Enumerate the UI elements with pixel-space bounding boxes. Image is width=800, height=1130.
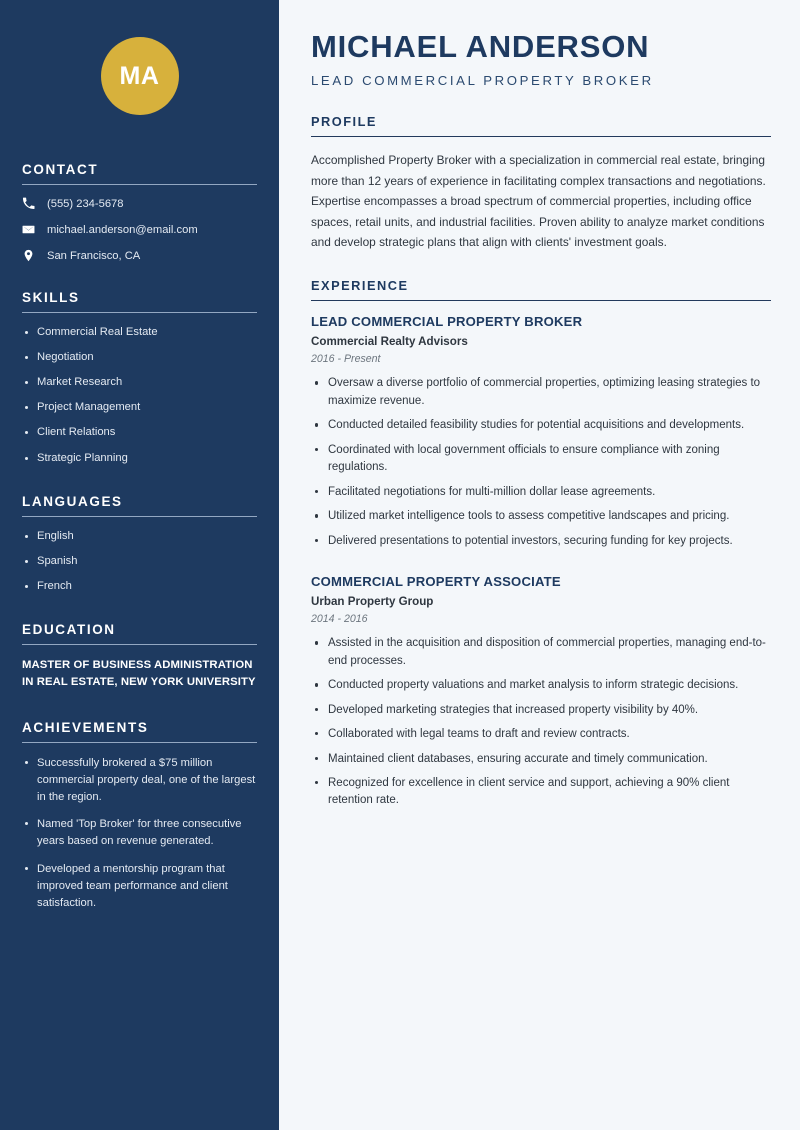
list-item: Strategic Planning (22, 451, 257, 466)
contact-row-phone[interactable] (22, 197, 257, 210)
list-item: Successfully brokered a $75 million commercial property deal, one of the largest in the region. (22, 755, 257, 805)
list-item: Conducted detailed feasibility studies for potential acquisitions and developments. (311, 417, 771, 434)
experience-divider (311, 300, 771, 301)
skills-heading: SKILLS (22, 290, 80, 305)
list-item: Conducted property valuations and market analysis to inform strategic decisions. (311, 677, 771, 694)
sidebar-section-languages (22, 494, 257, 594)
list-item: Spanish (22, 554, 257, 569)
list-item: Client Relations (22, 425, 257, 440)
sidebar-section-achievements (22, 720, 257, 911)
contact-row-email[interactable] (22, 223, 257, 236)
envelope-icon (22, 223, 35, 236)
contact-heading: CONTACT (22, 162, 99, 177)
section-profile (311, 114, 771, 252)
list-item: Facilitated negotiations for multi-million dollar lease agreements. (311, 484, 771, 501)
profile-text: Accomplished Property Broker with a specialization in commercial real estate, bringing more than 12 years of experience in facilitating complex transactions and negotiations. Expertise encompasses a broad spectrum of commercial properties, including office spaces, retail units, and industrial facilities. Proven ability to analyze market conditions and develop strategic plans that align with clients' investment goals. (311, 153, 766, 249)
list-item: Negotiation (22, 350, 257, 365)
job-role: COMMERCIAL PROPERTY ASSOCIATE (311, 574, 561, 590)
job-dates: 2016 - Present (311, 353, 381, 366)
achievements-heading: ACHIEVEMENTS (22, 719, 149, 735)
list-item: Collaborated with legal teams to draft and review contracts. (311, 726, 771, 743)
sidebar (0, 0, 279, 1130)
sidebar-section-education (22, 622, 257, 692)
list-item: Commercial Real Estate (22, 325, 257, 340)
education-entry: MASTER OF BUSINESS ADMINISTRATION IN REAL ESTATE, NEW YORK UNIVERSITY (22, 658, 256, 689)
education-divider (22, 644, 257, 645)
list-item: Maintained client databases, ensuring accurate and timely communication. (311, 751, 771, 768)
headline-job-title: LEAD COMMERCIAL PROPERTY BROKER (311, 73, 654, 89)
list-item: Developed a mentorship program that improved team performance and client satisfaction. (22, 861, 257, 911)
contact-location-value: San Francisco, CA (47, 249, 141, 262)
list-item: Named 'Top Broker' for three consecutive years based on revenue generated. (22, 816, 257, 850)
list-item: Oversaw a diverse portfolio of commercial properties, optimizing leasing strategies to maximize revenue. (311, 375, 771, 410)
skills-list (22, 325, 257, 466)
list-item: Project Management (22, 400, 257, 415)
experience-entry (311, 314, 771, 550)
list-item: Recognized for excellence in client service and support, achieving a 90% client retention rate. (311, 775, 771, 810)
job-bullets (311, 635, 771, 810)
job-role: LEAD COMMERCIAL PROPERTY BROKER (311, 314, 583, 330)
job-company: Urban Property Group (311, 595, 434, 609)
experience-entry (311, 574, 771, 810)
list-item: Market Research (22, 375, 257, 390)
contact-phone-value: (555) 234-5678 (47, 197, 124, 210)
contact-row-location[interactable] (22, 249, 257, 262)
job-bullets (311, 375, 771, 550)
sidebar-section-skills (22, 290, 257, 466)
avatar-wrap (22, 0, 257, 115)
languages-heading: LANGUAGES (22, 493, 123, 509)
job-company: Commercial Realty Advisors (311, 335, 468, 349)
location-pin-icon (22, 249, 35, 262)
avatar: MA (101, 37, 179, 115)
languages-list (22, 529, 257, 594)
achievements-divider (22, 742, 257, 743)
education-heading: EDUCATION (22, 621, 116, 637)
section-experience (311, 278, 771, 810)
list-item: Utilized market intelligence tools to assess competitive landscapes and pricing. (311, 508, 771, 525)
job-dates: 2014 - 2016 (311, 613, 368, 626)
sidebar-section-contact (22, 162, 257, 262)
list-item: Coordinated with local government officials to ensure compliance with zoning regulations. (311, 442, 771, 477)
contact-email-value: michael.anderson@email.com (47, 223, 198, 236)
profile-heading: PROFILE (311, 114, 377, 130)
profile-divider (311, 136, 771, 137)
contact-divider (22, 184, 257, 185)
list-item: Delivered presentations to potential investors, securing funding for key projects. (311, 533, 771, 550)
phone-icon (22, 197, 35, 210)
list-item: English (22, 529, 257, 544)
main-column (279, 0, 800, 1130)
skills-divider (22, 312, 257, 313)
experience-heading: EXPERIENCE (311, 278, 409, 294)
page-title: MICHAEL ANDERSON (311, 29, 650, 64)
list-item: French (22, 579, 257, 594)
list-item: Assisted in the acquisition and disposition of commercial properties, managing end-to-end processes. (311, 635, 771, 670)
achievements-list (22, 755, 257, 911)
languages-divider (22, 516, 257, 517)
list-item: Developed marketing strategies that increased property visibility by 40%. (311, 702, 771, 719)
